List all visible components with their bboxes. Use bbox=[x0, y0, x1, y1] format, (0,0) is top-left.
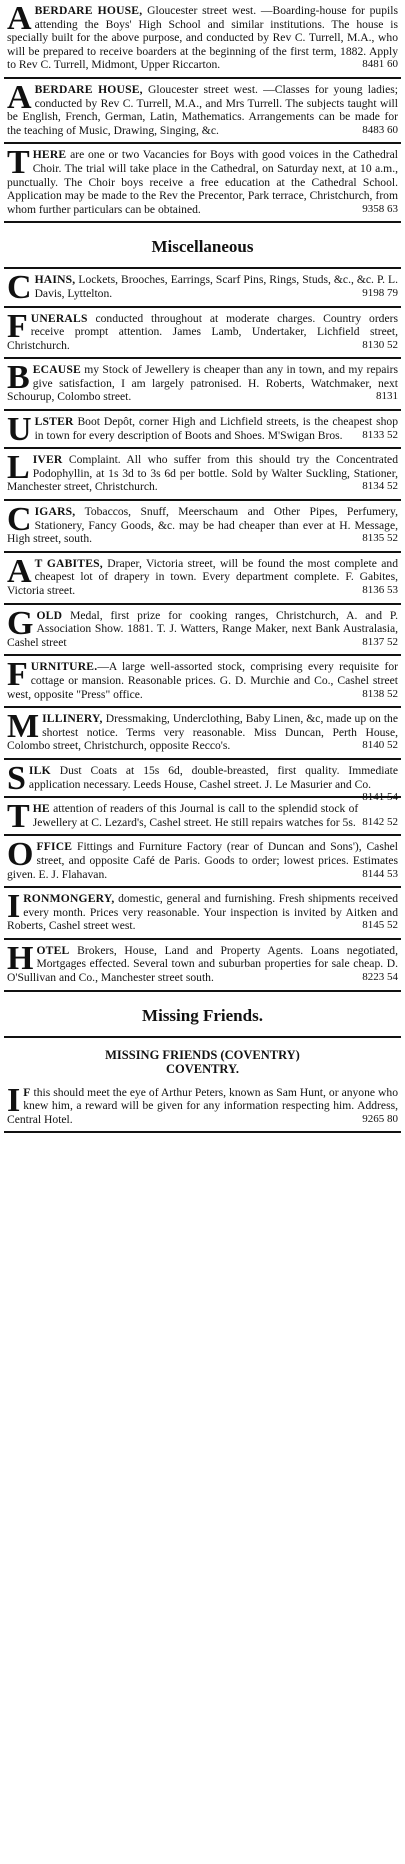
ad-body-text: domestic, general and furnishing. Fresh shipments received every month. Prices very reasonable. Your inspection is invited by Aitken and Roberts, Cashel street west. bbox=[7, 892, 398, 933]
top-ads bbox=[4, 0, 401, 223]
ad-lead-words: BERDARE HOUSE, bbox=[34, 4, 143, 17]
ad-reference-number: 9265 80 bbox=[362, 1112, 398, 1125]
ad-body-text: Lockets, Brooches, Earrings, Scarf Pins, Rings, Studs, &c., &c. P. L. Davis, Lyttelton. bbox=[34, 273, 398, 300]
ad-reference-number: 8140 52 bbox=[362, 739, 398, 752]
ad-reference-number: 8481 60 bbox=[362, 58, 398, 71]
classified-ad bbox=[4, 940, 401, 992]
classified-ad bbox=[4, 798, 401, 836]
ad-lead-words: F bbox=[23, 1085, 31, 1099]
drop-capital: A bbox=[7, 0, 32, 37]
ad-body-text: Dust Coats at 15s 6d, double-breasted, first quality. Immediate application necessary. Leeds House, Cashel street. J. Le Masurier and Co. bbox=[28, 763, 398, 791]
ad-body-text: Complaint. All who suffer from this should try the Concentrated Podophyllin, at 1s 3d to 3s 6d per bottle. Sold by Walter Suckling, Stationer, Manchester street, Christchurch. bbox=[7, 453, 398, 494]
classified-ad bbox=[4, 1082, 401, 1134]
ad-body-text: my Stock of Jewellery is cheaper than any in town, and my repairs give satisfaction, I am largely patronised. H. Roberts, Watchmaker, next Schourup, Colombo street. bbox=[7, 363, 398, 404]
drop-capital: H bbox=[7, 939, 34, 977]
ad-body-text: Tobaccos, Snuff, Meerschaum and Other Pipes, Perfumery, Stationery, Fancy Goods, &c. may be had cheaper than ever at H. Message, High street, south. bbox=[7, 505, 398, 546]
ad-reference-number: 8137 52 bbox=[362, 635, 398, 648]
ad-reference-number: 8141 54 bbox=[362, 791, 398, 804]
ad-body-text: Fittings and Furniture Factory (rear of Duncan and Sons'), Cashel street, and opposite Café de Paris. Goods to order; lowest prices. Estimates given. E. J. Flahavan. bbox=[7, 840, 398, 881]
classified-ad bbox=[4, 269, 401, 307]
ad-body-text: are one or two Vacancies for Boys with good voices in the Cathedral Choir. The trial will take place in the Cathedral, on Saturday next, at 10 a.m., punctually. The Choir boys receive a free education at the Cathedral School. Application may be made to the Rev the Precentor, Park terrace, Christchurch, from whom further particulars can be obtained. bbox=[7, 148, 398, 216]
ad-body-text: conducted throughout at moderate charges. Country orders receive prompt attention. James Lamb, Undertaker, Lichfield street, Christchurch. bbox=[7, 311, 398, 352]
ad-lead-words: OTEL bbox=[36, 943, 70, 957]
ad-reference-number: 8136 53 bbox=[362, 584, 398, 596]
ad-lead-words: HAINS, bbox=[34, 273, 76, 287]
ad-lead-words: IVER bbox=[32, 453, 63, 467]
drop-capital: S bbox=[7, 759, 26, 797]
ad-reference-number: 8142 52 bbox=[362, 815, 398, 828]
ad-reference-number: 8133 52 bbox=[362, 428, 398, 441]
drop-capital: M bbox=[7, 708, 40, 746]
drop-capital: U bbox=[7, 411, 32, 449]
misc-ads bbox=[4, 269, 401, 991]
drop-capital: B bbox=[7, 359, 30, 397]
missing-subtitle-line-1: MISSING FRIENDS (COVENTRY) bbox=[105, 1047, 300, 1062]
classified-ad bbox=[4, 0, 401, 79]
drop-capital: I bbox=[7, 888, 21, 926]
missing-subtitle bbox=[4, 1038, 401, 1082]
ad-lead-words: OLD bbox=[36, 608, 63, 622]
classified-ad bbox=[4, 449, 401, 501]
ad-lead-words: ILLINERY, bbox=[42, 712, 103, 726]
ad-reference-number: 8138 52 bbox=[362, 687, 398, 700]
classified-ad bbox=[4, 888, 401, 940]
ad-lead-words: ILK bbox=[28, 763, 51, 777]
missing-subtitle-line-2: COVENTRY. bbox=[165, 1061, 240, 1076]
classified-ad bbox=[4, 708, 401, 760]
ad-reference-number: 8483 60 bbox=[362, 123, 398, 136]
ad-body-text: Boot Depôt, corner High and Lichfield streets, is the cheapest shop in town for every description of Boots and Shoes. M'Swigan Bros. bbox=[34, 415, 398, 442]
ad-lead-words: URNITURE. bbox=[30, 660, 98, 674]
ad-lead-words: ECAUSE bbox=[32, 363, 81, 377]
classified-ad bbox=[4, 359, 401, 411]
ad-reference-number: 8135 52 bbox=[362, 532, 398, 545]
ad-lead-words: RONMONGERY, bbox=[23, 892, 115, 906]
missing-ads bbox=[4, 1082, 401, 1134]
ad-lead-words: FFICE bbox=[36, 840, 73, 854]
section-title-missing-friends: Missing Friends. bbox=[4, 992, 401, 1038]
drop-capital: C bbox=[7, 501, 32, 539]
classified-ad bbox=[4, 836, 401, 888]
ad-reference-number: 8134 52 bbox=[362, 480, 398, 493]
ad-reference-number: 8223 54 bbox=[362, 971, 398, 984]
drop-capital: G bbox=[7, 604, 34, 642]
ad-lead-words: HE bbox=[32, 802, 50, 816]
classified-ad bbox=[4, 553, 401, 605]
drop-capital: L bbox=[7, 449, 30, 487]
ad-body-text: —A large well-assorted stock, comprising every requisite for cottage or mansion. Reasonable prices. G. D. Murchie and Co., Cashel street west, opposite "Press" office. bbox=[7, 660, 398, 701]
ad-lead-words: LSTER bbox=[34, 415, 74, 429]
drop-capital: F bbox=[7, 307, 28, 345]
ad-body-text: Draper, Victoria street, will be found the most complete and cheapest lot of drapery in town. Every department complete. F. Gabites, Victoria street. bbox=[7, 556, 399, 597]
ad-body-text: Gloucester street west. —Classes for young ladies; conducted by Rev C. Turrell, M.A., and Mrs Turrell. The subjects taught will be English, French, German, Latin, Mathematics. Arrangements can be made for the teaching of Music, Drawing, Singing, &c. bbox=[7, 82, 398, 137]
ad-lead-words: HERE bbox=[32, 148, 67, 162]
ad-lead-words: UNERALS bbox=[30, 311, 88, 325]
classified-ad bbox=[4, 79, 401, 144]
drop-capital: T bbox=[7, 144, 30, 182]
classified-ad bbox=[4, 308, 401, 360]
ad-reference-number: 8144 53 bbox=[362, 867, 398, 880]
classified-ad bbox=[4, 411, 401, 449]
classified-ad bbox=[4, 501, 401, 553]
classified-ad bbox=[4, 656, 401, 708]
classified-ad bbox=[4, 759, 401, 804]
classified-ad bbox=[4, 605, 401, 657]
ad-reference-number: 8145 52 bbox=[362, 919, 398, 932]
ad-lead-words: IGARS, bbox=[34, 505, 76, 519]
ad-body-text: this should meet the eye of Arthur Peters, known as Sam Hunt, or anyone who knew him, a reward will be given for any information respecting him. Address, Central Hotel. bbox=[7, 1085, 398, 1126]
ad-lead-words: T GABITES, bbox=[34, 556, 103, 570]
drop-capital: O bbox=[7, 836, 34, 874]
drop-capital: A bbox=[7, 78, 32, 116]
classified-ad bbox=[4, 144, 401, 223]
ad-lead-words: BERDARE HOUSE, bbox=[34, 82, 143, 96]
ad-body-text: Brokers, House, Land and Property Agents. Loans negotiated, Mortgages effected. Several town and suburban properties for sale cheap. D. O'Sullivan and Co., Manchester street south. bbox=[7, 943, 398, 985]
drop-capital: C bbox=[7, 269, 32, 307]
ad-reference-number: 9198 79 bbox=[362, 286, 398, 299]
ad-reference-number: 9358 63 bbox=[362, 202, 398, 215]
drop-capital: T bbox=[7, 798, 30, 836]
section-title-miscellaneous: Miscellaneous bbox=[4, 223, 401, 269]
ad-body-text: Dressmaking, Underclothing, Baby Linen, &c, made up on the shortest notice. Terms very reasonable. Miss Duncan, Perth House, Colombo street, Christchurch, opposite Recco's. bbox=[7, 712, 398, 753]
ad-body-text: Medal, first prize for cooking ranges, Christchurch, A. and P. Association Show. 1881. T. J. Watters, Range Maker, next Bank Australasia, Cashel street bbox=[7, 608, 398, 649]
drop-capital: I bbox=[7, 1081, 21, 1119]
drop-capital: A bbox=[7, 552, 32, 590]
ad-reference-number: 8130 52 bbox=[362, 338, 398, 351]
ad-reference-number: 8131 bbox=[376, 390, 398, 403]
ad-body-text: attention of readers of this Journal is call to the splendid stock of Jewellery at C. Lezard's, Cashel street. He still repairs watches for 5s. bbox=[32, 802, 359, 829]
drop-capital: F bbox=[7, 656, 28, 694]
classified-column bbox=[4, 0, 401, 1133]
ad-body-text: Gloucester street west. —Boarding-house for pupils attending the Boys' High School and similar institutions. The house is specially built for the above purpose, and conducted by Rev C. Turrell, M.A., who will be prepared to receive boarders at the beginning of the first term, 1882. Apply to Rev C. Turrell, Midmont, Upper Riccarton. bbox=[7, 4, 398, 72]
